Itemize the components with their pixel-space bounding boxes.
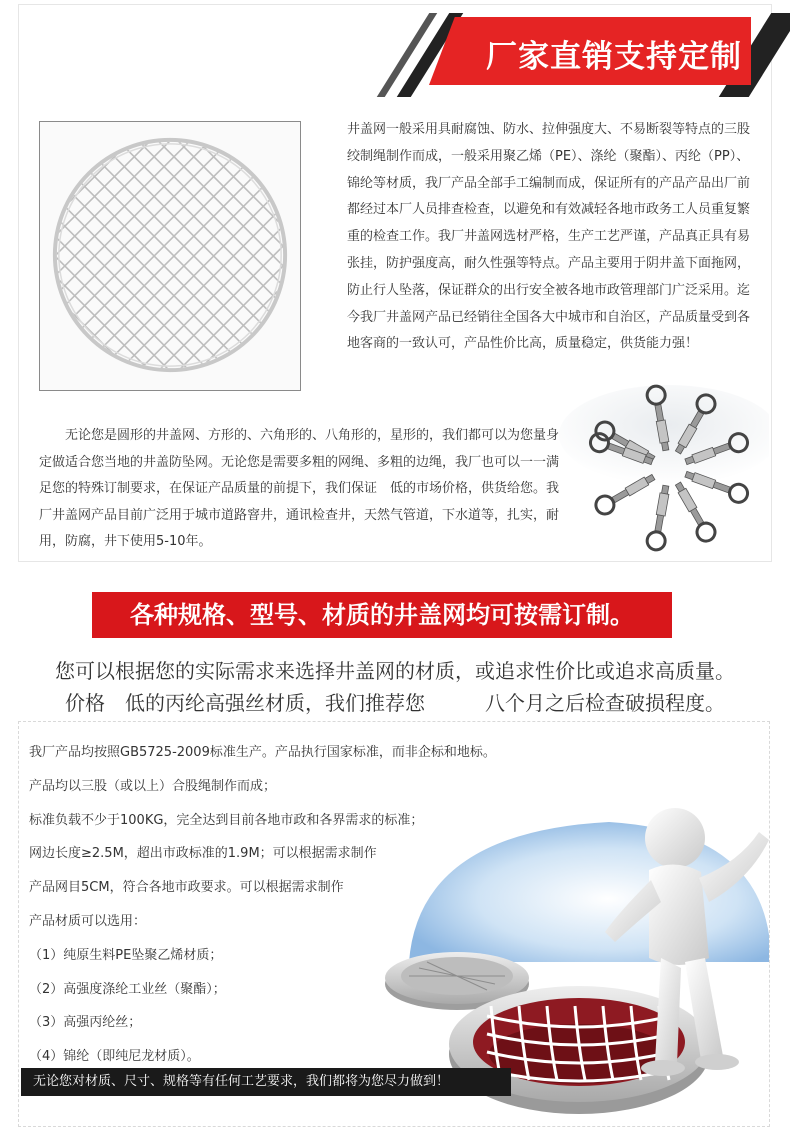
intro-paragraph: 井盖网一般采用具耐腐蚀、防水、拉伸强度大、不易断裂等特点的三股绞制绳制作而成，一般采用聚乙烯（PE）、涤纶（聚酯）、丙纶（PP）、锦纶等材质，我厂产品全部手工编制而成，保证所有的产品产品出厂前都经过本厂人员排查检查，以避免和有效减轻各地市政务工人员重复繁重的检查工作。我厂井盖网选材严格，生产工艺严谨，产品真正具有易张挂，防护强度高，耐久性强等特点。产品主要用于阴井盖下面拖网，防止行人坠落，保证群众的出行安全被各地市政管理部门广泛采用。迄今我厂井盖网产品已经销往全国各大中城市和自治区，产品质量受到各地客商的一致认可，产品性价比高，质量稳定，供货能力强！	[347, 122, 751, 352]
spec-item: 产品网目5CM，符合各地市政要求。可以根据需求制作	[29, 880, 344, 896]
spec-item: （4）锦纶（即纯尼龙材质）。	[29, 1049, 200, 1065]
spec-item: 网边长度≥2.5M，超出市政标准的1.9M；可以根据需求制作	[29, 846, 377, 862]
spec-item: 标准负载不少于100KG，完全达到目前各地市政和各界需求的标准；	[29, 812, 424, 828]
net-illustration	[40, 122, 300, 390]
custom-order-title: 各种规格、型号、材质的井盖网均可按需订制。	[92, 592, 672, 638]
custom-paragraph: 无论您是圆形的井盖网、方形的、六角形的、八角形的，星形的，我们都可以为您量身定做适合您当地的井盖防坠网。无论您是需要多粗的网绳、多粗的边绳，我厂也可以一一满足您的特殊订制要求，在保证产品质量的前提下，我们保证 低的市场价格，供货给您。我厂井盖网产品目前广泛用于城市道路窨井，通讯检查井，天然气管道，下水道等，扎实，耐用，防腐，井下使用5-10年。	[39, 428, 560, 550]
recommendation-line: 价格 低的丙纶高强丝材质，我们推荐您 八个月之后检查破损程度。	[65, 691, 725, 715]
intro-section	[18, 4, 772, 562]
spec-item: （1）纯原生料PE坠聚乙烯材质；	[29, 947, 223, 963]
spec-item: （3）高强丙纶丝；	[29, 1015, 142, 1031]
footer-note: 无论您对材质、尺寸、规格等有任何工艺要求，我们都将为您尽力做到！	[21, 1068, 511, 1096]
spec-item: 我厂产品均按照GB5725-2009标准生产。产品执行国家标准，而非企标和地标。	[29, 745, 496, 760]
spec-item: 产品材质可以选用：	[29, 913, 147, 929]
material-advice-line: 您可以根据您的实际需求来选择井盖网的材质，或追求性价比或追求高质量。	[55, 659, 735, 683]
round-net-image	[39, 121, 301, 391]
banner-title: 厂家直销支持定制	[486, 39, 742, 75]
spec-item: 产品均以三股（或以上）合股绳制作而成；	[29, 778, 277, 794]
spec-section	[18, 721, 770, 1127]
spec-item: （2）高强度涤纶工业丝（聚酯）；	[29, 981, 226, 997]
